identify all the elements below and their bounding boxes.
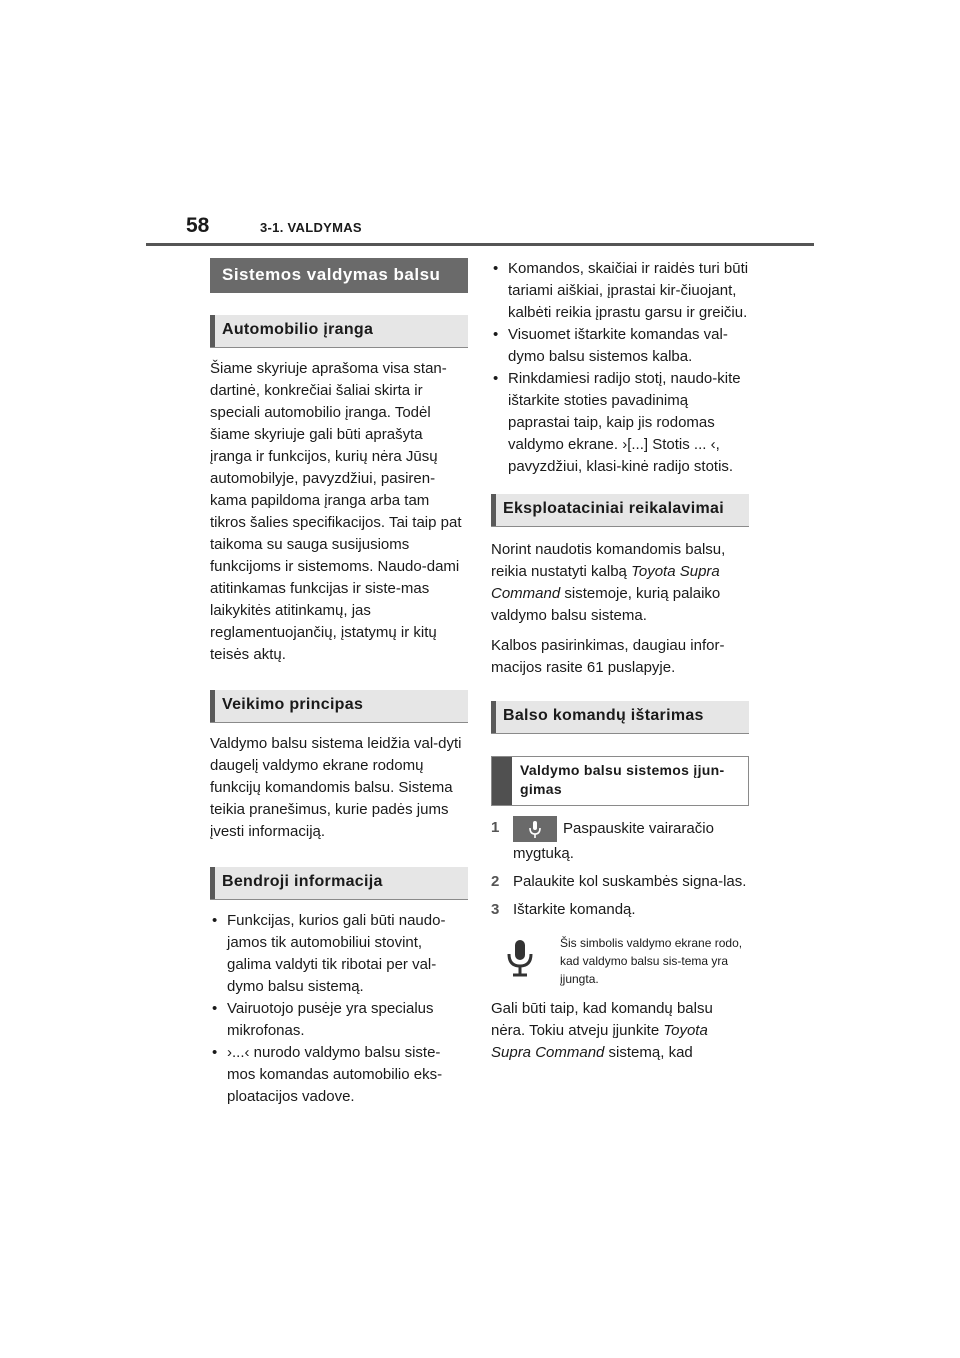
step-number: 3 [491, 901, 500, 918]
paragraph-equipment: Šiame skyriuje aprašoma visa stan-dartinė, konkrečiai šaliai skirta ir speciali automobilio įranga. Todėl šiame skyriuje gali būti aprašyta įranga ir funkcijos, kurių nėra Jūsų automobilyje, pavyzdžiui, pasiren-kama papildoma įranga arba tam tikros šalies specifikacijos. Tai taip pat taikoma su sauga susijusioms funkcijoms ir sistemoms. Naudo-dami atitinkamas funkcijas ir siste-mas laikykitės atitinkamų, jas reglamentuojančių, įstatymų ir kitų teisės aktų. [210, 360, 462, 663]
paragraph-principle: Valdymo balsu sistema leidžia val-dyti daugelį valdymo ekrane rodomų funkcijų komandomis balsu. Sistema teikia pranešimus, kurie padės jums įvesti informaciją. [210, 735, 462, 840]
page-number: 58 [186, 214, 210, 237]
main-heading: Sistemos valdymas balsu [210, 258, 468, 293]
right-column [491, 258, 749, 1064]
symbol-note [491, 934, 749, 998]
paragraph-closing: Gali būti taip, kad komandų balsu nėra. Tokiu atveju įjunkite Toyota Supra Command sistemą, kad [491, 1000, 713, 1061]
heading-pronunciation: Balso komandų ištarimas [491, 701, 749, 734]
paragraph-language: Kalbos pasirinkimas, daugiau infor-macijos rasite 61 puslapyje. [491, 637, 725, 676]
microphone-icon [513, 816, 557, 842]
list-item: • Rinkdamiesi radijo stotį, naudo-kite ištarkite stoties pavadinimą paprastai taip, kaip jis rodomas valdymo ekrane. ›[...] Stotis ... ‹, pavyzdžiui, klasi-kinė radijo stotis. [491, 368, 749, 478]
heading-principle: Veikimo principas [210, 690, 468, 723]
general-list [210, 910, 468, 1108]
step-3: 3 Ištarkite komandą. [491, 898, 749, 922]
list-item: • ›...‹ nurodo valdymo balsu siste-mos komandas automobilio eks-ploatacijos vadove. [210, 1042, 468, 1108]
heading-general: Bendroji informacija [210, 867, 468, 900]
step-1: 1 Paspauskite vairaračio mygtuką. [491, 816, 749, 866]
left-column [210, 258, 468, 1108]
list-item: • Komandos, skaičiai ir raidės turi būti tariami aiškiai, įprastai kir-čiuojant, kalbėti reikia įprastu garsu ir greičiu. [491, 258, 749, 324]
note-text: Šis simbolis valdymo ekrane rodo, kad valdymo balsu sis-tema yra įjungta. [560, 936, 743, 986]
heading-activation: Valdymo balsu sistemos įjun-gimas [491, 756, 749, 806]
tips-list [491, 258, 749, 478]
list-item: • Funkcijas, kurios gali būti naudo-jamos tik automobiliui stovint, galima valdyti tik ribotai per val-dymo balsu sistemą. [210, 910, 468, 998]
microphone-icon [503, 938, 537, 978]
step-2: 2 Palaukite kol suskambės signa-las. [491, 870, 749, 894]
header-rule [146, 243, 814, 246]
list-item: • Visuomet ištarkite komandas val-dymo balsu sistemos kalba. [491, 324, 749, 368]
step-number: 2 [491, 873, 500, 890]
section-title: 3-1. VALDYMAS [260, 220, 362, 235]
heading-equipment: Automobilio įranga [210, 315, 468, 348]
heading-requirements: Eksploataciniai reikalavimai [491, 494, 749, 527]
paragraph-requirements: Norint naudotis komandomis balsu, reikia nustatyti kalbą Toyota Supra Command sistemoje, kurią palaiko valdymo balsu sistema. [491, 541, 726, 624]
step-number: 1 [491, 819, 500, 836]
list-item: • Vairuotojo pusėje yra specialus mikrofonas. [210, 998, 468, 1042]
